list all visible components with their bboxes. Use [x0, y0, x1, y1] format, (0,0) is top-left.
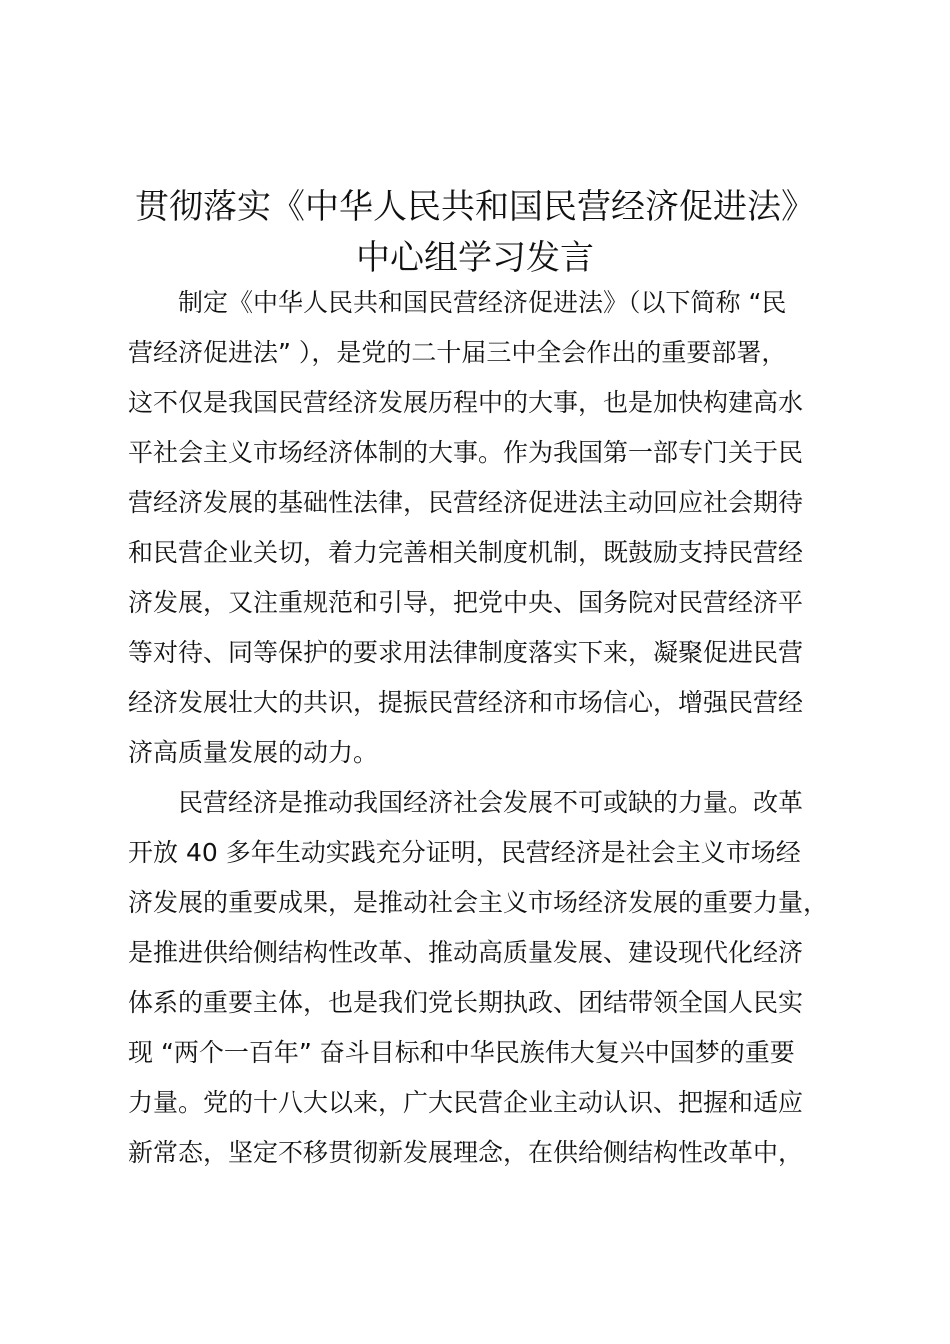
document-title-line-1: 贯彻落实《中华人民共和国民营经济促进法》 — [135, 187, 815, 227]
paragraph-1-line: 制定《中华人民共和国民营经济促进法》（以下简称 “民 — [178, 288, 787, 317]
paragraph-2-line: 是推进供给侧结构性改革、推动高质量发展、建设现代化经济 — [128, 938, 804, 967]
paragraph-2-line: 力量。党的十八大以来，广大民营企业主动认识、把握和适应 — [128, 1088, 804, 1117]
paragraph-2-line: 体系的重要主体，也是我们党长期执政、团结带领全国人民实 — [128, 988, 804, 1017]
paragraph-1-line: 平社会主义市场经济体制的大事。作为我国第一部专门关于民 — [128, 438, 804, 467]
paragraph-1-line: 等对待、同等保护的要求用法律制度落实下来，凝聚促进民营 — [128, 638, 804, 667]
paragraph-1-line: 济高质量发展的动力。 — [128, 738, 379, 767]
document-title-line-2: 中心组学习发言 — [356, 238, 594, 278]
paragraph-1-line: 营经济发展的基础性法律，民营经济促进法主动回应社会期待 — [128, 488, 804, 517]
paragraph-1-line: 经济发展壮大的共识，提振民营经济和市场信心，增强民营经 — [128, 688, 804, 717]
paragraph-2-line: 开放 40 多年生动实践充分证明，民营经济是社会主义市场经 — [128, 838, 801, 867]
paragraph-1-line: 这不仅是我国民营经济发展历程中的大事，也是加快构建高水 — [128, 388, 804, 417]
paragraph-2-line: 济发展的重要成果，是推动社会主义市场经济发展的重要力量， — [128, 888, 829, 917]
paragraph-2-line: 现 “两个一百年” 奋斗目标和中华民族伟大复兴中国梦的重要 — [128, 1038, 795, 1067]
paragraph-2-line: 新常态，坚定不移贯彻新发展理念，在供给侧结构性改革中， — [128, 1138, 804, 1167]
paragraph-2-line: 民营经济是推动我国经济社会发展不可或缺的力量。改革 — [178, 788, 804, 817]
paragraph-1-line: 济发展，又注重规范和引导，把党中央、国务院对民营经济平 — [128, 588, 804, 617]
paragraph-1-line: 和民营企业关切，着力完善相关制度机制，既鼓励支持民营经 — [128, 538, 804, 567]
paragraph-1-line: 营经济促进法” ），是党的二十届三中全会作出的重要部署， — [128, 338, 787, 367]
